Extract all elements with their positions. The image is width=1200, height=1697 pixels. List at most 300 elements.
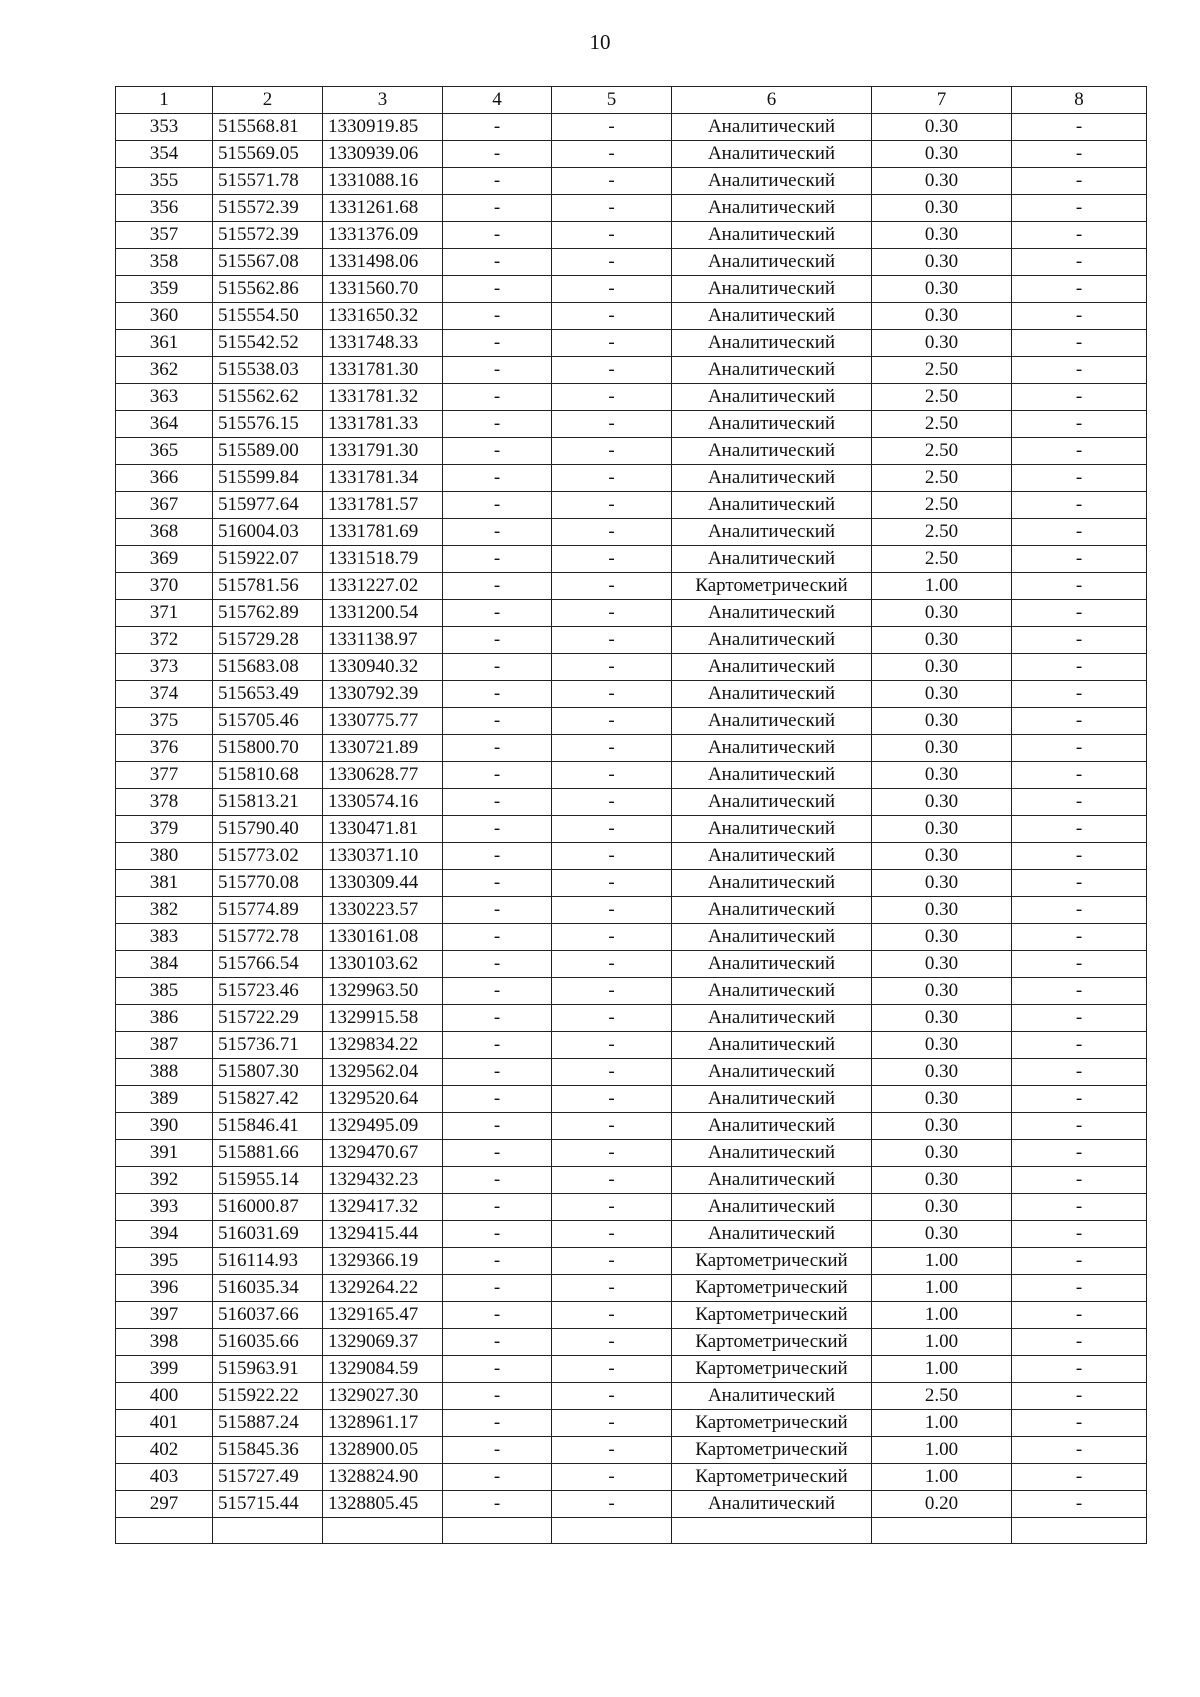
method-cell: Аналитический [672,357,872,384]
col4-value-cell: - [443,384,552,411]
col5-value-cell: - [552,519,672,546]
col5-value-cell: - [552,465,672,492]
x-coordinate-cell: 515922.22 [213,1383,323,1410]
col8-value-cell: - [1012,654,1147,681]
point-number-cell: 378 [116,789,213,816]
col8-value-cell: - [1012,276,1147,303]
col8-value-cell: - [1012,1383,1147,1410]
y-coordinate-cell: 1330721.89 [323,735,443,762]
col4-value-cell: - [443,1167,552,1194]
table-row [116,141,1147,168]
point-number-cell: 390 [116,1113,213,1140]
table-row [116,1032,1147,1059]
method-cell: Аналитический [672,222,872,249]
accuracy-cell: 0.30 [872,330,1012,357]
table-row [116,789,1147,816]
point-number-cell: 393 [116,1194,213,1221]
column-header-8: 8 [1012,87,1147,114]
table-row [116,870,1147,897]
y-coordinate-cell: 1329834.22 [323,1032,443,1059]
x-coordinate-cell: 515722.29 [213,1005,323,1032]
table-row [116,1005,1147,1032]
method-cell: Картометрический [672,1464,872,1491]
col8-value-cell: - [1012,438,1147,465]
x-coordinate-cell: 515813.21 [213,789,323,816]
col4-value-cell: - [443,438,552,465]
column-header-6: 6 [672,87,872,114]
col8-value-cell: - [1012,573,1147,600]
method-cell: Аналитический [672,924,872,951]
col5-value-cell: - [552,168,672,195]
accuracy-cell: 0.30 [872,843,1012,870]
point-number-cell: 369 [116,546,213,573]
point-number-cell: 389 [116,1086,213,1113]
accuracy-cell: 0.30 [872,897,1012,924]
x-coordinate-cell: 515568.81 [213,114,323,141]
col4-value-cell: - [443,492,552,519]
point-number-cell: 373 [116,654,213,681]
col5-value-cell: - [552,600,672,627]
accuracy-cell: 0.30 [872,600,1012,627]
y-coordinate-cell: 1331781.32 [323,384,443,411]
x-coordinate-cell: 515772.78 [213,924,323,951]
x-coordinate-cell: 515790.40 [213,816,323,843]
accuracy-cell: 0.30 [872,168,1012,195]
accuracy-cell: 0.30 [872,1167,1012,1194]
header-row [116,87,1147,114]
point-number-cell: 354 [116,141,213,168]
col5-value-cell: - [552,1221,672,1248]
col4-value-cell: - [443,1140,552,1167]
table-row [116,411,1147,438]
col4-value-cell: - [443,114,552,141]
col8-value-cell: - [1012,924,1147,951]
col8-value-cell: - [1012,1491,1147,1518]
y-coordinate-cell: 1331200.54 [323,600,443,627]
x-coordinate-cell: 516037.66 [213,1302,323,1329]
x-coordinate-cell: 515572.39 [213,195,323,222]
empty-cell [672,1518,872,1544]
column-header-7: 7 [872,87,1012,114]
col5-value-cell: - [552,357,672,384]
point-number-cell: 397 [116,1302,213,1329]
col8-value-cell: - [1012,1086,1147,1113]
column-header-1: 1 [116,87,213,114]
table-row [116,1113,1147,1140]
point-number-cell: 367 [116,492,213,519]
col8-value-cell: - [1012,1059,1147,1086]
col4-value-cell: - [443,411,552,438]
col4-value-cell: - [443,1248,552,1275]
method-cell: Аналитический [672,546,872,573]
col8-value-cell: - [1012,951,1147,978]
col4-value-cell: - [443,1005,552,1032]
table-row [116,681,1147,708]
col8-value-cell: - [1012,1194,1147,1221]
y-coordinate-cell: 1330939.06 [323,141,443,168]
accuracy-cell: 1.00 [872,1275,1012,1302]
method-cell: Аналитический [672,492,872,519]
col4-value-cell: - [443,1383,552,1410]
accuracy-cell: 2.50 [872,384,1012,411]
method-cell: Аналитический [672,276,872,303]
col5-value-cell: - [552,1032,672,1059]
y-coordinate-cell: 1331650.32 [323,303,443,330]
y-coordinate-cell: 1329366.19 [323,1248,443,1275]
column-header-4: 4 [443,87,552,114]
method-cell: Аналитический [672,1032,872,1059]
point-number-cell: 362 [116,357,213,384]
table-row [116,735,1147,762]
empty-cell [116,1518,213,1544]
y-coordinate-cell: 1331498.06 [323,249,443,276]
y-coordinate-cell: 1331376.09 [323,222,443,249]
point-number-cell: 374 [116,681,213,708]
col5-value-cell: - [552,546,672,573]
x-coordinate-cell: 515955.14 [213,1167,323,1194]
accuracy-cell: 0.30 [872,870,1012,897]
col8-value-cell: - [1012,1464,1147,1491]
accuracy-cell: 0.30 [872,114,1012,141]
point-number-cell: 387 [116,1032,213,1059]
accuracy-cell: 0.30 [872,951,1012,978]
col8-value-cell: - [1012,762,1147,789]
method-cell: Аналитический [672,1005,872,1032]
col8-value-cell: - [1012,681,1147,708]
col4-value-cell: - [443,519,552,546]
col4-value-cell: - [443,816,552,843]
method-cell: Аналитический [672,951,872,978]
table-row [116,708,1147,735]
y-coordinate-cell: 1329415.44 [323,1221,443,1248]
method-cell: Аналитический [672,168,872,195]
table-row [116,1167,1147,1194]
method-cell: Картометрический [672,1275,872,1302]
y-coordinate-cell: 1331138.97 [323,627,443,654]
accuracy-cell: 0.30 [872,1113,1012,1140]
accuracy-cell: 1.00 [872,1410,1012,1437]
col4-value-cell: - [443,1059,552,1086]
col8-value-cell: - [1012,708,1147,735]
y-coordinate-cell: 1331781.34 [323,465,443,492]
point-number-cell: 398 [116,1329,213,1356]
x-coordinate-cell: 515846.41 [213,1113,323,1140]
method-cell: Аналитический [672,384,872,411]
col5-value-cell: - [552,735,672,762]
col4-value-cell: - [443,303,552,330]
x-coordinate-cell: 515562.62 [213,384,323,411]
y-coordinate-cell: 1330919.85 [323,114,443,141]
col5-value-cell: - [552,195,672,222]
point-number-cell: 399 [116,1356,213,1383]
point-number-cell: 386 [116,1005,213,1032]
y-coordinate-cell: 1331088.16 [323,168,443,195]
col4-value-cell: - [443,573,552,600]
accuracy-cell: 0.30 [872,1140,1012,1167]
table-row [116,627,1147,654]
accuracy-cell: 0.30 [872,924,1012,951]
table-row [116,330,1147,357]
accuracy-cell: 0.30 [872,654,1012,681]
x-coordinate-cell: 515827.42 [213,1086,323,1113]
table-row [116,1086,1147,1113]
col5-value-cell: - [552,816,672,843]
point-number-cell: 401 [116,1410,213,1437]
table-row [116,438,1147,465]
point-number-cell: 388 [116,1059,213,1086]
y-coordinate-cell: 1328824.90 [323,1464,443,1491]
accuracy-cell: 1.00 [872,1437,1012,1464]
point-number-cell: 361 [116,330,213,357]
col5-value-cell: - [552,303,672,330]
method-cell: Аналитический [672,330,872,357]
col5-value-cell: - [552,276,672,303]
page-number: 10 [589,30,611,54]
x-coordinate-cell: 515766.54 [213,951,323,978]
point-number-cell: 400 [116,1383,213,1410]
col5-value-cell: - [552,681,672,708]
accuracy-cell: 0.30 [872,789,1012,816]
x-coordinate-cell: 515729.28 [213,627,323,654]
method-cell: Аналитический [672,708,872,735]
accuracy-cell: 0.30 [872,1221,1012,1248]
col4-value-cell: - [443,249,552,276]
col5-value-cell: - [552,1113,672,1140]
col5-value-cell: - [552,1140,672,1167]
col8-value-cell: - [1012,303,1147,330]
col5-value-cell: - [552,1356,672,1383]
col8-value-cell: - [1012,627,1147,654]
accuracy-cell: 1.00 [872,1356,1012,1383]
table-row [116,357,1147,384]
point-number-cell: 379 [116,816,213,843]
table-header [116,87,1147,114]
x-coordinate-cell: 515569.05 [213,141,323,168]
col4-value-cell: - [443,735,552,762]
point-number-cell: 392 [116,1167,213,1194]
method-cell: Аналитический [672,897,872,924]
point-number-cell: 363 [116,384,213,411]
col5-value-cell: - [552,1491,672,1518]
col4-value-cell: - [443,870,552,897]
col8-value-cell: - [1012,897,1147,924]
y-coordinate-cell: 1329084.59 [323,1356,443,1383]
method-cell: Картометрический [672,1437,872,1464]
y-coordinate-cell: 1329069.37 [323,1329,443,1356]
table-row [116,1275,1147,1302]
y-coordinate-cell: 1331518.79 [323,546,443,573]
point-number-cell: 353 [116,114,213,141]
x-coordinate-cell: 515576.15 [213,411,323,438]
col8-value-cell: - [1012,978,1147,1005]
empty-cell [552,1518,672,1544]
y-coordinate-cell: 1330103.62 [323,951,443,978]
col5-value-cell: - [552,654,672,681]
table-row [116,168,1147,195]
col8-value-cell: - [1012,1437,1147,1464]
col5-value-cell: - [552,897,672,924]
coordinates-table [115,86,1147,1544]
method-cell: Аналитический [672,1167,872,1194]
col5-value-cell: - [552,843,672,870]
x-coordinate-cell: 516031.69 [213,1221,323,1248]
col8-value-cell: - [1012,735,1147,762]
x-coordinate-cell: 515887.24 [213,1410,323,1437]
point-number-cell: 355 [116,168,213,195]
table-row [116,600,1147,627]
col5-value-cell: - [552,1194,672,1221]
col5-value-cell: - [552,1383,672,1410]
col8-value-cell: - [1012,249,1147,276]
y-coordinate-cell: 1329264.22 [323,1275,443,1302]
y-coordinate-cell: 1330940.32 [323,654,443,681]
accuracy-cell: 2.50 [872,519,1012,546]
col8-value-cell: - [1012,168,1147,195]
x-coordinate-cell: 515977.64 [213,492,323,519]
accuracy-cell: 0.30 [872,141,1012,168]
table-row [116,222,1147,249]
col8-value-cell: - [1012,1356,1147,1383]
x-coordinate-cell: 515705.46 [213,708,323,735]
point-number-cell: 380 [116,843,213,870]
empty-cell [213,1518,323,1544]
accuracy-cell: 2.50 [872,546,1012,573]
accuracy-cell: 0.30 [872,762,1012,789]
y-coordinate-cell: 1331781.69 [323,519,443,546]
x-coordinate-cell: 515922.07 [213,546,323,573]
col5-value-cell: - [552,249,672,276]
x-coordinate-cell: 515963.91 [213,1356,323,1383]
col4-value-cell: - [443,897,552,924]
point-number-cell: 376 [116,735,213,762]
point-number-cell: 382 [116,897,213,924]
table-row [116,1221,1147,1248]
point-number-cell: 364 [116,411,213,438]
table-row [116,1410,1147,1437]
method-cell: Аналитический [672,1491,872,1518]
x-coordinate-cell: 515807.30 [213,1059,323,1086]
table-row [116,195,1147,222]
col8-value-cell: - [1012,357,1147,384]
col5-value-cell: - [552,1437,672,1464]
method-cell: Аналитический [672,1194,872,1221]
col5-value-cell: - [552,1059,672,1086]
col8-value-cell: - [1012,330,1147,357]
method-cell: Аналитический [672,681,872,708]
method-cell: Картометрический [672,1410,872,1437]
empty-cell [323,1518,443,1544]
x-coordinate-cell: 515653.49 [213,681,323,708]
accuracy-cell: 1.00 [872,1248,1012,1275]
method-cell: Аналитический [672,816,872,843]
accuracy-cell: 0.30 [872,627,1012,654]
method-cell: Аналитический [672,1140,872,1167]
table-row [116,843,1147,870]
col8-value-cell: - [1012,465,1147,492]
col8-value-cell: - [1012,519,1147,546]
point-number-cell: 357 [116,222,213,249]
accuracy-cell: 0.30 [872,708,1012,735]
accuracy-cell: 2.50 [872,465,1012,492]
x-coordinate-cell: 516114.93 [213,1248,323,1275]
col4-value-cell: - [443,600,552,627]
col8-value-cell: - [1012,1167,1147,1194]
x-coordinate-cell: 515773.02 [213,843,323,870]
col4-value-cell: - [443,1410,552,1437]
col4-value-cell: - [443,708,552,735]
x-coordinate-cell: 515762.89 [213,600,323,627]
x-coordinate-cell: 515562.86 [213,276,323,303]
col8-value-cell: - [1012,870,1147,897]
col4-value-cell: - [443,1491,552,1518]
col4-value-cell: - [443,168,552,195]
col4-value-cell: - [443,465,552,492]
accuracy-cell: 0.20 [872,1491,1012,1518]
x-coordinate-cell: 515800.70 [213,735,323,762]
col8-value-cell: - [1012,1248,1147,1275]
col5-value-cell: - [552,573,672,600]
col4-value-cell: - [443,1329,552,1356]
method-cell: Аналитический [672,789,872,816]
col5-value-cell: - [552,1410,672,1437]
col8-value-cell: - [1012,546,1147,573]
point-number-cell: 366 [116,465,213,492]
table-row [116,1356,1147,1383]
table-row [116,546,1147,573]
col4-value-cell: - [443,1302,552,1329]
col4-value-cell: - [443,789,552,816]
y-coordinate-cell: 1331781.57 [323,492,443,519]
col5-value-cell: - [552,789,672,816]
x-coordinate-cell: 515567.08 [213,249,323,276]
col8-value-cell: - [1012,1275,1147,1302]
point-number-cell: 383 [116,924,213,951]
method-cell: Картометрический [672,1329,872,1356]
method-cell: Аналитический [672,870,872,897]
col8-value-cell: - [1012,411,1147,438]
col5-value-cell: - [552,627,672,654]
method-cell: Аналитический [672,249,872,276]
table-row [116,465,1147,492]
table-row [116,276,1147,303]
point-number-cell: 365 [116,438,213,465]
accuracy-cell: 2.50 [872,492,1012,519]
col8-value-cell: - [1012,1113,1147,1140]
col5-value-cell: - [552,708,672,735]
method-cell: Аналитический [672,114,872,141]
y-coordinate-cell: 1330223.57 [323,897,443,924]
y-coordinate-cell: 1330471.81 [323,816,443,843]
col8-value-cell: - [1012,1410,1147,1437]
col4-value-cell: - [443,141,552,168]
accuracy-cell: 0.30 [872,276,1012,303]
col5-value-cell: - [552,330,672,357]
method-cell: Аналитический [672,195,872,222]
y-coordinate-cell: 1328961.17 [323,1410,443,1437]
x-coordinate-cell: 516035.34 [213,1275,323,1302]
accuracy-cell: 1.00 [872,1329,1012,1356]
col4-value-cell: - [443,357,552,384]
table-row [116,816,1147,843]
col4-value-cell: - [443,681,552,708]
col8-value-cell: - [1012,141,1147,168]
y-coordinate-cell: 1330792.39 [323,681,443,708]
y-coordinate-cell: 1331781.30 [323,357,443,384]
method-cell: Аналитический [672,411,872,438]
table-row [116,1140,1147,1167]
accuracy-cell: 0.30 [872,195,1012,222]
point-number-cell: 391 [116,1140,213,1167]
